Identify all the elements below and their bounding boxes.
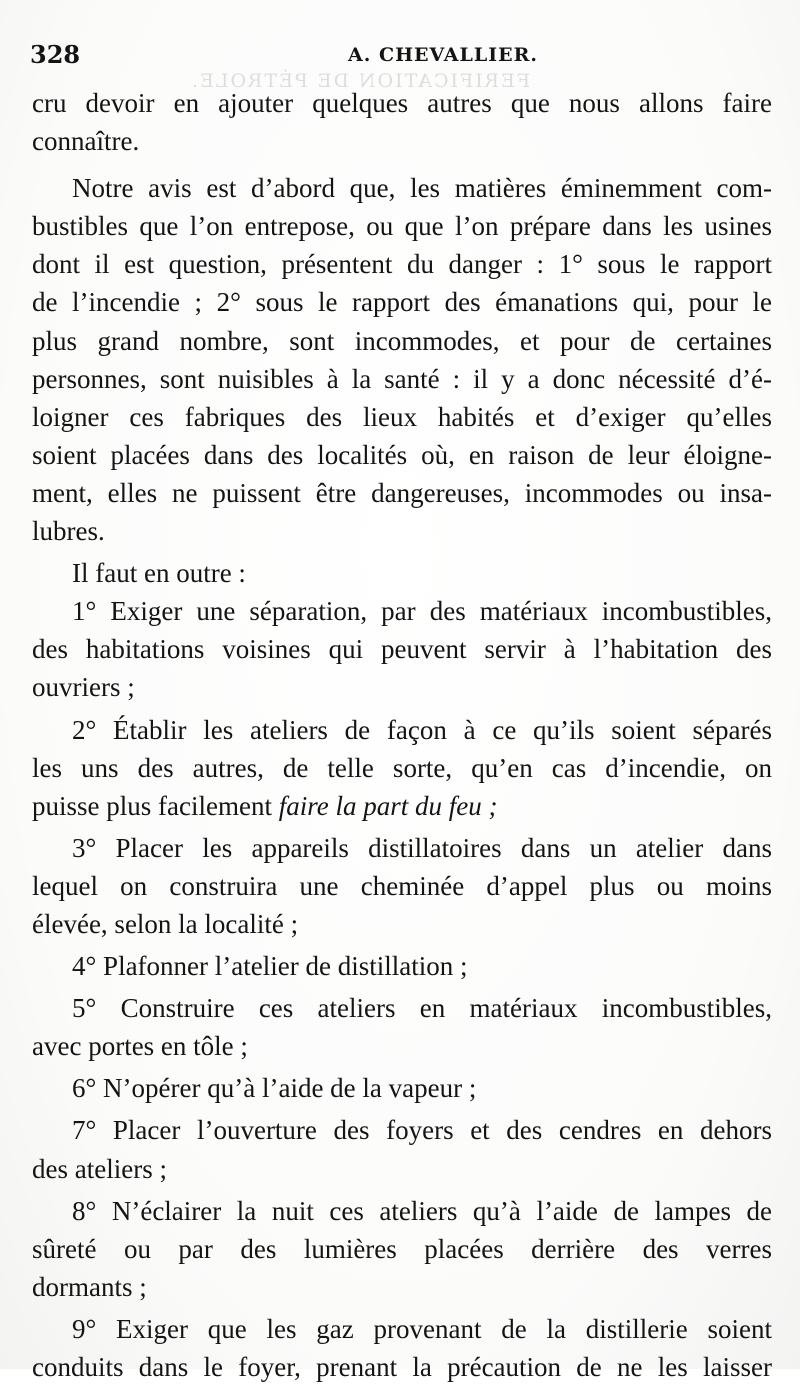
bleed-through-text: FERIFICATION DE PÉTROLE. (190, 70, 531, 92)
text-line: ment, elles ne puissent être dangereuses, incommodes ou insa- (32, 477, 772, 508)
text-line: conduits dans le foyer, prenant la précaution de ne les laisser (32, 1352, 772, 1382)
text-line: plus grand nombre, sont incommodes, et pour de certaines (32, 325, 772, 356)
text-line: les uns des autres, de telle sorte, qu’en cas d’incendie, on (32, 752, 772, 783)
text-line: lubres. (32, 516, 105, 547)
text-line: cru devoir en ajouter quelques autres que nous allons faire (32, 88, 772, 118)
list-item-8: 8° N’éclairer la nuit ces ateliers qu’à l’aide de lampes de (72, 1195, 772, 1226)
text-line: ouvriers ; (32, 672, 135, 703)
text-line: soient placées dans des localités où, en raison de leur éloigne- (32, 439, 772, 470)
text-line: connaître. (32, 126, 140, 157)
text-line: avec portes en tôle ; (32, 1031, 248, 1062)
paragraph-start: Il faut en outre : (72, 558, 246, 589)
text-line: des ateliers ; (32, 1153, 167, 1184)
list-item-1: 1° Exiger une séparation, par des matériaux incombustibles, (72, 596, 772, 627)
list-item-6: 6° N’opérer qu’à l’aide de la vapeur ; (72, 1073, 477, 1104)
running-head: A. CHEVALLIER. (348, 44, 539, 66)
text-line: dormants ; (32, 1271, 147, 1302)
list-item-9: 9° Exiger que les gaz provenant de la distillerie soient (72, 1313, 772, 1344)
list-item-3: 3° Placer les appareils distillatoires dans un atelier dans (72, 832, 772, 863)
text-line: personnes, sont nuisibles à la santé : il y a donc nécessité d’é- (32, 363, 772, 394)
list-item-5: 5° Construire ces ateliers en matériaux incombustibles, (72, 993, 772, 1024)
text-line: lequel on construira une cheminée d’appel plus ou moins (32, 870, 772, 901)
italic-phrase: faire la part du feu ; (278, 790, 498, 821)
text-line (32, 787, 772, 825)
text-line: dont il est question, présentent du danger : 1° sous le rapport (32, 249, 772, 280)
text-line: bustibles que l’on entrepose, ou que l’on prépare dans les usines (32, 211, 772, 242)
text-line: des habitations voisines qui peuvent servir à l’habitation des (32, 634, 772, 665)
paragraph-start: Notre avis est d’abord que, les matières éminemment com- (72, 173, 772, 204)
page-number: 328 (30, 40, 81, 69)
list-item-7: 7° Placer l’ouverture des foyers et des cendres en dehors (72, 1115, 772, 1146)
list-item-4: 4° Plafonner l’atelier de distillation ; (72, 951, 468, 982)
text-line: de l’incendie ; 2° sous le rapport des émanations qui, pour le (32, 287, 772, 318)
body-text (32, 84, 772, 1386)
page-header (30, 40, 770, 92)
text-line: élevée, selon la localité ; (32, 908, 299, 939)
text-line: loigner ces fabriques des lieux habités et d’exiger qu’elles (32, 401, 772, 432)
text-run: puisse plus facilement (32, 790, 279, 821)
list-item-2: 2° Établir les ateliers de façon à ce qu’ils soient séparés (72, 714, 772, 745)
text-line: sûreté ou par des lumières placées derrière des verres (32, 1233, 772, 1264)
